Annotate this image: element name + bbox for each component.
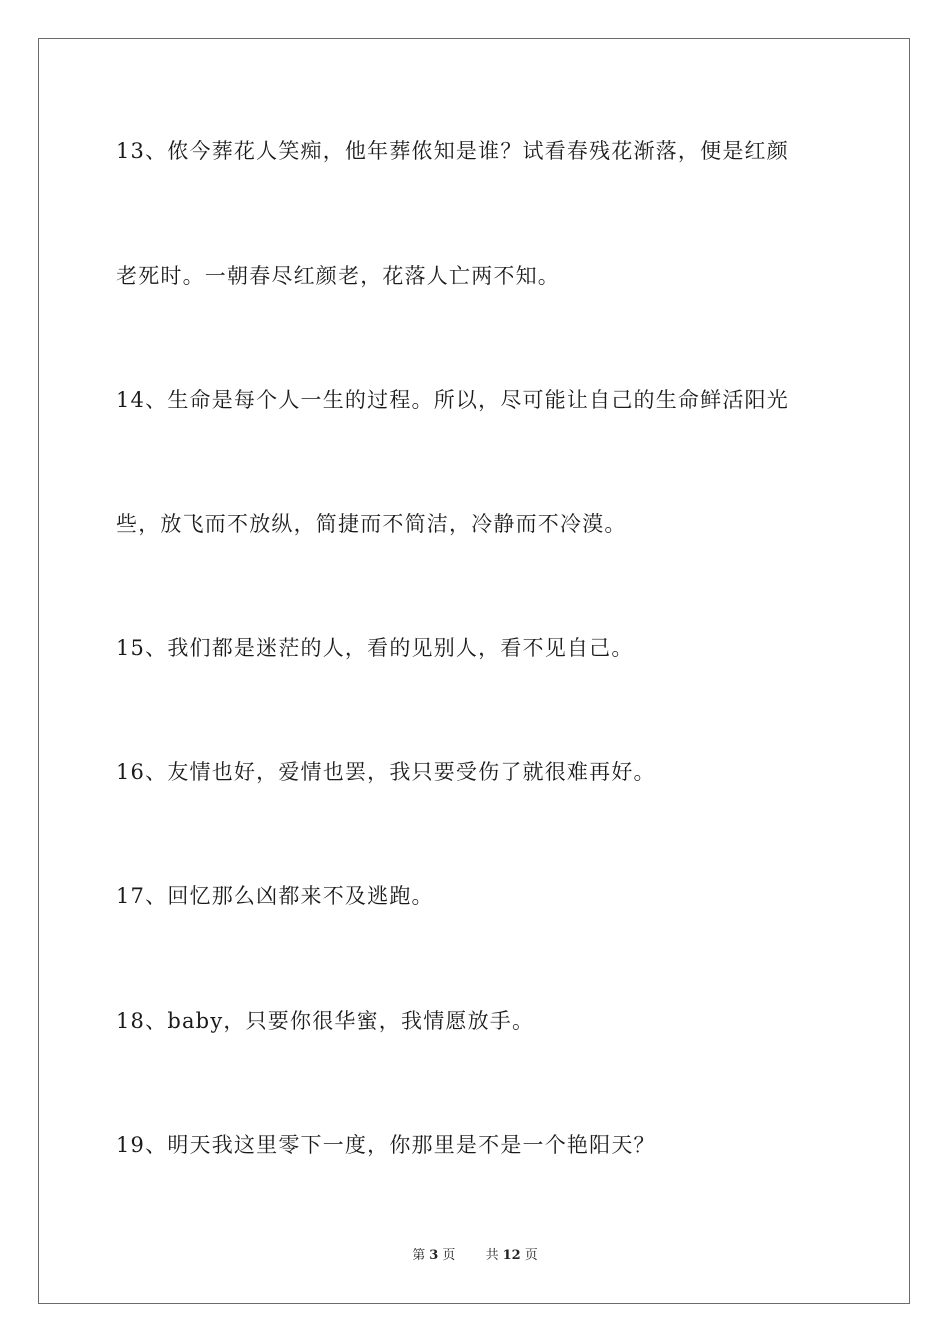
page-footer — [0, 1247, 950, 1265]
text-line: 16、友情也好，爱情也罢，我只要受伤了就很难再好。 — [116, 760, 656, 784]
text-line: 老死时。一朝春尽红颜老，花落人亡两不知。 — [116, 264, 560, 288]
text-line: 18、baby，只要你很华蜜，我情愿放手。 — [116, 1009, 535, 1033]
text-line: 17、回忆那么凶都来不及逃跑。 — [116, 884, 434, 908]
total-suffix: 页 — [524, 1248, 538, 1263]
total-prefix: 共 — [485, 1248, 499, 1263]
text-line: 19、明天我这里零下一度，你那里是不是一个艳阳天？ — [116, 1133, 656, 1157]
page-suffix: 页 — [442, 1248, 456, 1263]
text-line: 13、侬今葬花人笑痴，他年葬侬知是谁？试看春残花渐落，便是红颜 — [116, 139, 789, 163]
page-border — [38, 38, 910, 1304]
total-pages: 12 — [502, 1248, 521, 1263]
text-line: 些，放飞而不放纵，简捷而不简洁，冷静而不冷漠。 — [116, 512, 627, 536]
page-prefix: 第 — [412, 1248, 426, 1263]
page-number: 3 — [429, 1248, 439, 1263]
text-line: 14、生命是每个人一生的过程。所以，尽可能让自己的生命鲜活阳光 — [116, 388, 789, 412]
text-line: 15、我们都是迷茫的人，看的见别人，看不见自己。 — [116, 636, 634, 660]
